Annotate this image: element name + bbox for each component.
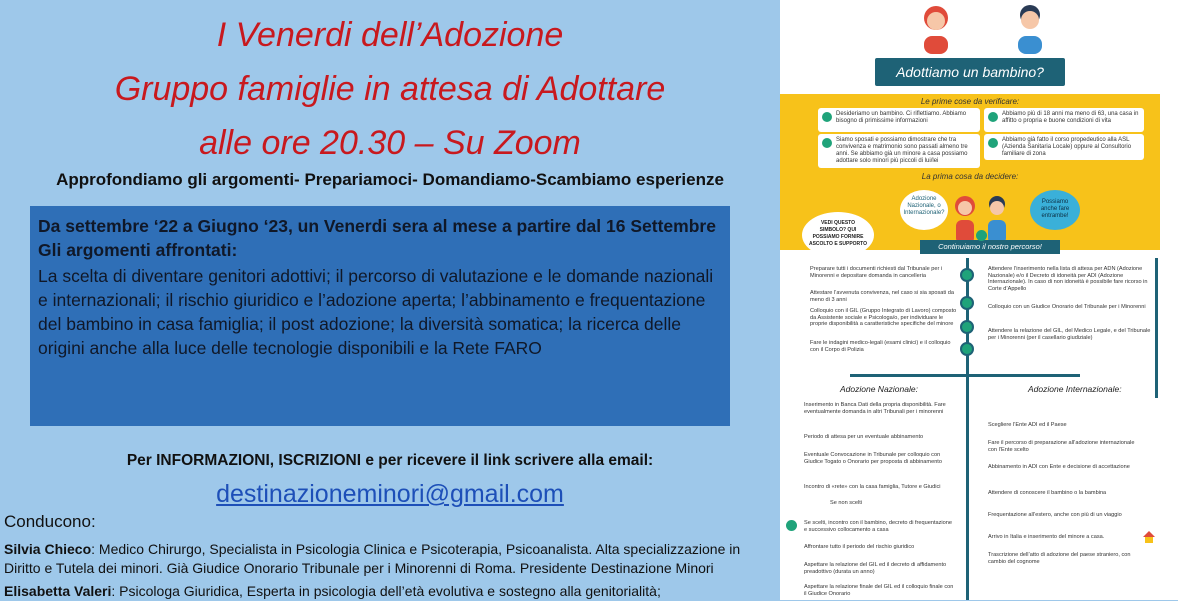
house-icon: [1142, 530, 1156, 544]
support-hand-icon: [786, 520, 797, 531]
hosts-heading: Conducono:: [4, 512, 96, 531]
check-icon: [988, 138, 998, 148]
step-right-1: Attendere l’inserimento nella lista di attesa per ADN (Adozione Nazionale) e/o il Decreto di idoneità per ADI (Adozione Internazionale). In caso di non idoneità è possibile fare ricorso in Corte d’Appello: [988, 266, 1148, 292]
bubble-entrambe: Possiamo anche fare entrambe!: [1030, 190, 1080, 230]
title-line-1: I Venerdi dell’Adozione: [216, 16, 564, 54]
international-step-5: Frequentazione all’estero, anche con più di un viaggio: [988, 512, 1122, 518]
decide-title: La prima cosa da decidere:: [921, 172, 1019, 181]
flow-line: [966, 376, 969, 600]
verify-card-4: [984, 134, 1144, 160]
verify-section: [780, 94, 1160, 250]
flow-node: [960, 268, 974, 282]
host-1-name: Silvia Chieco: [4, 541, 92, 557]
continue-bar: Continuiamo il nostro percorso!: [920, 240, 1060, 254]
step-left-3: Colloquio con il GIL (Gruppo Integrato di Lavoro) composto da Assistente sociale e Psicologa/o, per individuare le proprie disponibilità a caratteristiche specifiche del minore: [810, 308, 957, 328]
man-small-icon: [984, 194, 1010, 244]
step-right-2: Colloquio con un Giudice Onorario del Tribunale per i Minorenni: [988, 304, 1146, 310]
program-period: Da settembre ‘22 a Giugno ‘23, un Venerdi sera al mese a partire dal 16 Settembre: [38, 216, 716, 236]
verify-title: Le prime cose da verificare:: [920, 97, 1020, 106]
program-box: [30, 206, 730, 426]
national-step-8: Aspettare la relazione del GIL ed il decreto di affidamento preadottivo (durata un anno): [804, 562, 947, 575]
host-2-name: Elisabetta Valeri: [4, 583, 112, 599]
verify-card-4-text: Abbiamo già fatto il corso propedeutico alla ASL (Azienda Sanitaria Locale) oppure al Consultorio familiare di zona: [1002, 137, 1132, 157]
national-step-7: Affrontare tutto il periodo del rischio giuridico: [804, 544, 915, 550]
step-left-2: Attestare l’avvenuta convivenza, nel caso si sia sposati da meno di 3 anni: [810, 290, 954, 303]
verify-card-2: [984, 108, 1144, 132]
host-2-bio: [4, 582, 780, 601]
step-left-4: Fare le indagini medico-legali (esami clinici) e il colloquio con il Corpo di Polizia: [810, 340, 951, 353]
verify-card-3: [818, 134, 980, 168]
international-step-7: Trascrizione dell’atto di adozione del paese straniero, con cambio del cognome: [988, 552, 1131, 565]
international-step-1: Scegliere l’Ente ADI ed il Paese: [988, 422, 1067, 428]
national-title: Adozione Nazionale:: [840, 384, 918, 394]
contact-info: Per INFORMAZIONI, ISCRIZIONI e per ricevere il link scrivere alla email:: [126, 452, 654, 469]
international-title: Adozione Internazionale:: [1028, 384, 1122, 394]
verify-card-3-text: Siamo sposati e possiamo dimostrare che tra convivenza e matrimonio sono passati almeno tre anni. Se abbiamo già un minore a casa possiamo adottare solo minori più piccoli di lui/lei: [836, 137, 968, 164]
step-right-3: Attendere la relazione del GIL, del Medico Legale, e del Tribunale per i Minorenni (per il casellario giudiziale): [988, 328, 1151, 341]
contact-email-link[interactable]: destinazioneminori@gmail.com: [216, 480, 564, 508]
national-step-6: Se scelti, incontro con il bambino, decreto di frequentazione e successivo collocamento a casa: [804, 520, 953, 533]
flow-line: [850, 374, 1080, 377]
support-hand-icon: [976, 230, 987, 241]
woman-illustration-icon: [918, 2, 954, 54]
verify-card-2-text: Abbiamo più di 18 anni ma meno di 63, una casa in affitto o propria e buone condizioni di vita: [1002, 111, 1139, 124]
check-icon: [822, 138, 832, 148]
woman-small-icon: [952, 194, 978, 244]
verify-card-1: [818, 108, 980, 132]
man-illustration-icon: [1012, 2, 1048, 54]
check-icon: [988, 112, 998, 122]
flow-node: [960, 342, 974, 356]
national-step-2: Periodo di attesa per un eventuale abbinamento: [804, 434, 924, 440]
title-line-2: Gruppo famiglie in attesa di Adottare: [114, 70, 666, 108]
national-step-1: Inserimento in Banca Dati della propria disponibilità. Fare eventualmente domanda in altri Tribunali per i minorenni: [804, 402, 946, 415]
check-icon: [822, 112, 832, 122]
international-step-4: Attendere di conoscere il bambino o la bambina: [988, 490, 1107, 496]
verify-card-1-text: Desideriamo un bambino. Ci riflettiamo. Abbiamo bisogno di primissime informazioni: [836, 111, 967, 124]
national-step-5: Se non scelti: [830, 500, 863, 506]
program-topics-heading: Gli argomenti affrontati:: [38, 240, 238, 260]
host-2-description: : Psicologa Giuridica, Esperta in psicologia dell’età evolutiva e sostegno alla genitorialità;: [111, 583, 661, 599]
banner-adottiamo: Adottiamo un bambino?: [875, 58, 1065, 86]
title-line-3: alle ore 20.30 – Su Zoom: [199, 124, 581, 162]
infographic: [780, 0, 1178, 600]
international-step-6: Arrivo in Italia e inserimento del minore a casa.: [988, 534, 1105, 540]
step-left-1: Preparare tutti i documenti richiesti dal Tribunale per i Minorenni e depositare domanda in cancelleria: [810, 266, 943, 279]
national-step-9: Aspettare la relazione finale del GIL ed il colloquio finale con il Giudice Onorario: [804, 584, 954, 597]
host-1-bio: [4, 540, 780, 578]
subtitle: Approfondiamo gli argomenti- Prepariamoci- Domandiamo-Scambiamo esperienze: [56, 170, 724, 189]
flow-node: [960, 320, 974, 334]
bubble-adozione-type: Adozione Nazionale, o Internazionale?: [900, 190, 948, 230]
national-step-3: Eventuale Convocazione in Tribunale per colloquio con Giudice Togato o Onorario per proposta di abbinamento: [804, 452, 942, 465]
flow-line: [1155, 258, 1158, 398]
host-1-description: : Medico Chirurgo, Specialista in Psicologia Clinica e Psicoterapia, Psicoanalista. Alta specializzazione in Diritto e Tutela dei minori. Già Giudice Onorario Tribunale per i Minorenni di Roma. Presidente Destinazione Minori: [4, 541, 741, 576]
flow-node: [960, 296, 974, 310]
national-step-4: Incontro di «rete» con la casa famiglia, Tutore e Giudici: [804, 484, 941, 490]
program-topics-text: La scelta di diventare genitori adottivi; il percorso di valutazione e le domande nazionali e internazionali; il rischio giuridico e l’adozione aperta; l’abbinamento e frequentazione del bambino in casa famiglia; il post adozione; la diversità somatica; la ricerca delle origini anche alla luce delle tecnologie disponibili e la Rete FARO: [38, 266, 714, 358]
international-step-2: Fare il percorso di preparazione all’adozione internazionale con l’Ente scelto: [988, 440, 1135, 453]
international-step-3: Abbinamento in ADI con Ente e decisione di accettazione: [988, 464, 1130, 470]
bubble-support-symbol: VEDI QUESTO SIMBOLO? QUI POSSIAMO FORNIRE ASCOLTO E SUPPORTO: [802, 212, 874, 258]
